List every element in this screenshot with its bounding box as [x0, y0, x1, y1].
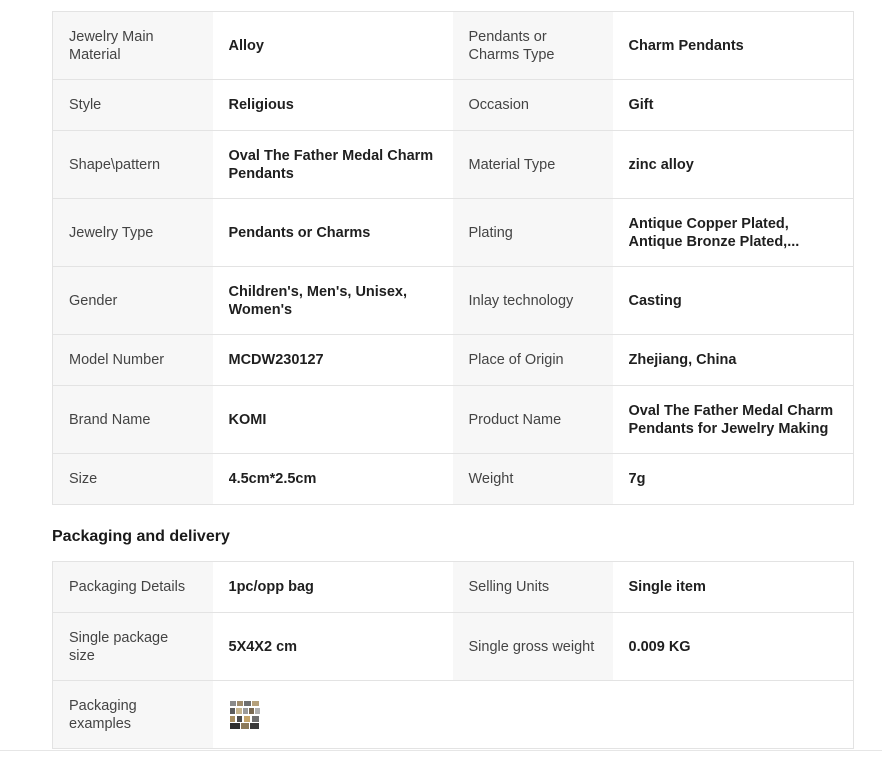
- product-attributes-table: [52, 11, 854, 505]
- attribute-value: Religious: [213, 80, 453, 131]
- bottom-divider: [0, 750, 882, 751]
- attribute-key: Brand Name: [53, 386, 213, 454]
- attribute-value: 5X4X2 cm: [213, 613, 453, 681]
- attribute-row: [53, 80, 854, 131]
- attribute-value: Zhejiang, China: [613, 335, 854, 386]
- attribute-key: Single gross weight: [453, 613, 613, 681]
- attribute-row: [53, 12, 854, 80]
- attribute-value: 7g: [613, 454, 854, 505]
- attribute-key: Packaging examples: [53, 681, 213, 749]
- attribute-key: Inlay technology: [453, 267, 613, 335]
- attribute-value: Charm Pendants: [613, 12, 854, 80]
- attribute-key: Selling Units: [453, 562, 613, 613]
- packaging-example-thumbnail[interactable]: [229, 700, 261, 730]
- attribute-row: [53, 386, 854, 454]
- attribute-value: 0.009 KG: [613, 613, 854, 681]
- attribute-key: Single package size: [53, 613, 213, 681]
- attribute-key: Material Type: [453, 131, 613, 199]
- attribute-value: Single item: [613, 562, 854, 613]
- attribute-row: [53, 199, 854, 267]
- attribute-key: Pendants or Charms Type: [453, 12, 613, 80]
- attribute-key: Gender: [53, 267, 213, 335]
- attribute-key: Style: [53, 80, 213, 131]
- attribute-key: Size: [53, 454, 213, 505]
- attribute-key: Plating: [453, 199, 613, 267]
- attribute-value: Pendants or Charms: [213, 199, 453, 267]
- attribute-row: [53, 454, 854, 505]
- attribute-value: Casting: [613, 267, 854, 335]
- attribute-value: MCDW230127: [213, 335, 453, 386]
- packaging-section-title: Packaging and delivery: [52, 528, 230, 545]
- attribute-row: [53, 267, 854, 335]
- attribute-key: Occasion: [453, 80, 613, 131]
- attribute-key: Model Number: [53, 335, 213, 386]
- attribute-key: Jewelry Type: [53, 199, 213, 267]
- attribute-key: Shape\pattern: [53, 131, 213, 199]
- packaging-row: [53, 681, 854, 749]
- attribute-key: Place of Origin: [453, 335, 613, 386]
- attribute-key: Weight: [453, 454, 613, 505]
- attribute-value: 4.5cm*2.5cm: [213, 454, 453, 505]
- attribute-value: 1pc/opp bag: [213, 562, 453, 613]
- attribute-key: Product Name: [453, 386, 613, 454]
- attribute-value: KOMI: [213, 386, 453, 454]
- attribute-value: Children's, Men's, Unisex, Women's: [213, 267, 453, 335]
- packaging-table: [52, 561, 854, 749]
- packaging-row: [53, 613, 854, 681]
- packaging-row: [53, 562, 854, 613]
- attribute-row: [53, 131, 854, 199]
- attribute-row: [53, 335, 854, 386]
- packaging-examples-cell: [213, 681, 854, 749]
- attribute-value: Oval The Father Medal Charm Pendants: [213, 131, 453, 199]
- attribute-value: Antique Copper Plated, Antique Bronze Plated,...: [613, 199, 854, 267]
- attribute-value: Oval The Father Medal Charm Pendants for Jewelry Making: [613, 386, 854, 454]
- attribute-value: Gift: [613, 80, 854, 131]
- attribute-key: Packaging Details: [53, 562, 213, 613]
- attribute-value: zinc alloy: [613, 131, 854, 199]
- attribute-value: Alloy: [213, 12, 453, 80]
- attribute-key: Jewelry Main Material: [53, 12, 213, 80]
